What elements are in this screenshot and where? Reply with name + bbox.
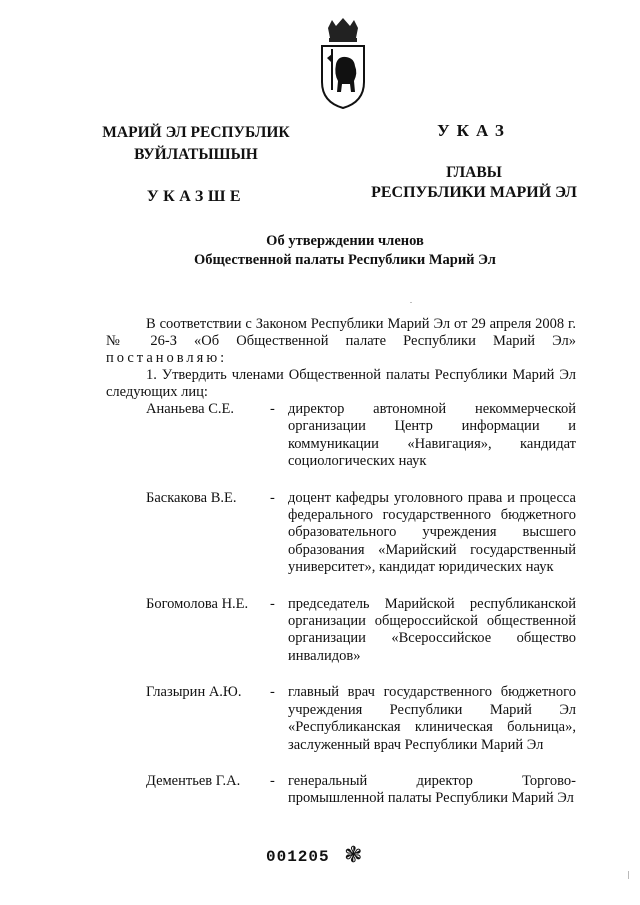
member-dash: - <box>270 401 275 417</box>
title-line1: Об утверждении членов <box>266 233 424 249</box>
member-entry <box>106 401 576 471</box>
member-description: председатель Марийской республиканской организации общероссийской общественной организации «Всероссийское общество инвалидов» <box>288 595 576 664</box>
scan-speck: . <box>410 296 412 305</box>
star-mark-icon: ❃ <box>344 843 363 868</box>
member-name: Богомолова Н.Е. <box>146 595 249 612</box>
member-description: генеральный директор Торгово-промышленной палаты Республики Марий Эл <box>288 772 576 807</box>
document-title <box>100 232 590 270</box>
member-name: Баскакова В.Е. <box>146 489 237 506</box>
member-description: доцент кафедры уголовного права и процесса федерального государственного бюджетного образовательного учреждения высшего образования «Марийский государственный университет», кандидат юридических наук <box>288 489 576 576</box>
member-dash: - <box>270 489 275 506</box>
header-right-ukaz: УКАЗ <box>437 121 511 140</box>
members-list <box>106 401 576 808</box>
header-right-line2: РЕСПУБЛИКИ МАРИЙ ЭЛ <box>371 184 577 201</box>
member-entry <box>106 490 576 577</box>
member-description: главный врач государственного бюджетного учреждения Республики Марий Эл «Республиканская клиническая больница», заслуженный врач Республики Марий Эл <box>288 684 576 753</box>
scan-speck: | <box>628 870 630 879</box>
header-left-line2: ВУЙЛАТЫШЫН <box>134 146 258 163</box>
decree-word: постановляю: <box>106 350 228 366</box>
title-line2: Общественной палаты Республики Марий Эл <box>194 252 496 268</box>
member-name: Ананьева С.Е. <box>146 401 234 417</box>
document-number: 001205 <box>266 848 330 866</box>
intro-paragraph <box>106 316 576 367</box>
member-entry <box>106 773 576 808</box>
header-left-block <box>98 122 294 208</box>
header-right-block <box>360 120 588 202</box>
item1-paragraph: 1. Утвердить членами Общественной палаты Республики Марий Эл следующих лиц: <box>106 367 576 400</box>
member-name: Глазырин А.Ю. <box>146 684 242 701</box>
member-dash: - <box>270 684 275 701</box>
member-entry <box>106 596 576 666</box>
header-left-ukazshe: УКАЗШЕ <box>146 188 246 205</box>
intro-text: В соответствии с Законом Республики Марий Эл от 29 апреля 2008 г. № 26-З «Об Общественной палате Республики Марий Эл» <box>106 316 576 349</box>
member-name: Дементьев Г.А. <box>146 772 241 789</box>
document-body <box>106 316 576 401</box>
member-description: директор автономной некоммерческой организации Центр информации и коммуникации «Навигация», кандидат социологических наук <box>288 401 576 470</box>
member-entry <box>106 684 576 754</box>
header-left-line1: МАРИЙ ЭЛ РЕСПУБЛИК <box>102 124 290 141</box>
member-dash: - <box>270 772 275 789</box>
coat-of-arms-emblem <box>318 18 368 110</box>
header-right-line1: ГЛАВЫ <box>446 164 502 181</box>
member-dash: - <box>270 595 275 612</box>
